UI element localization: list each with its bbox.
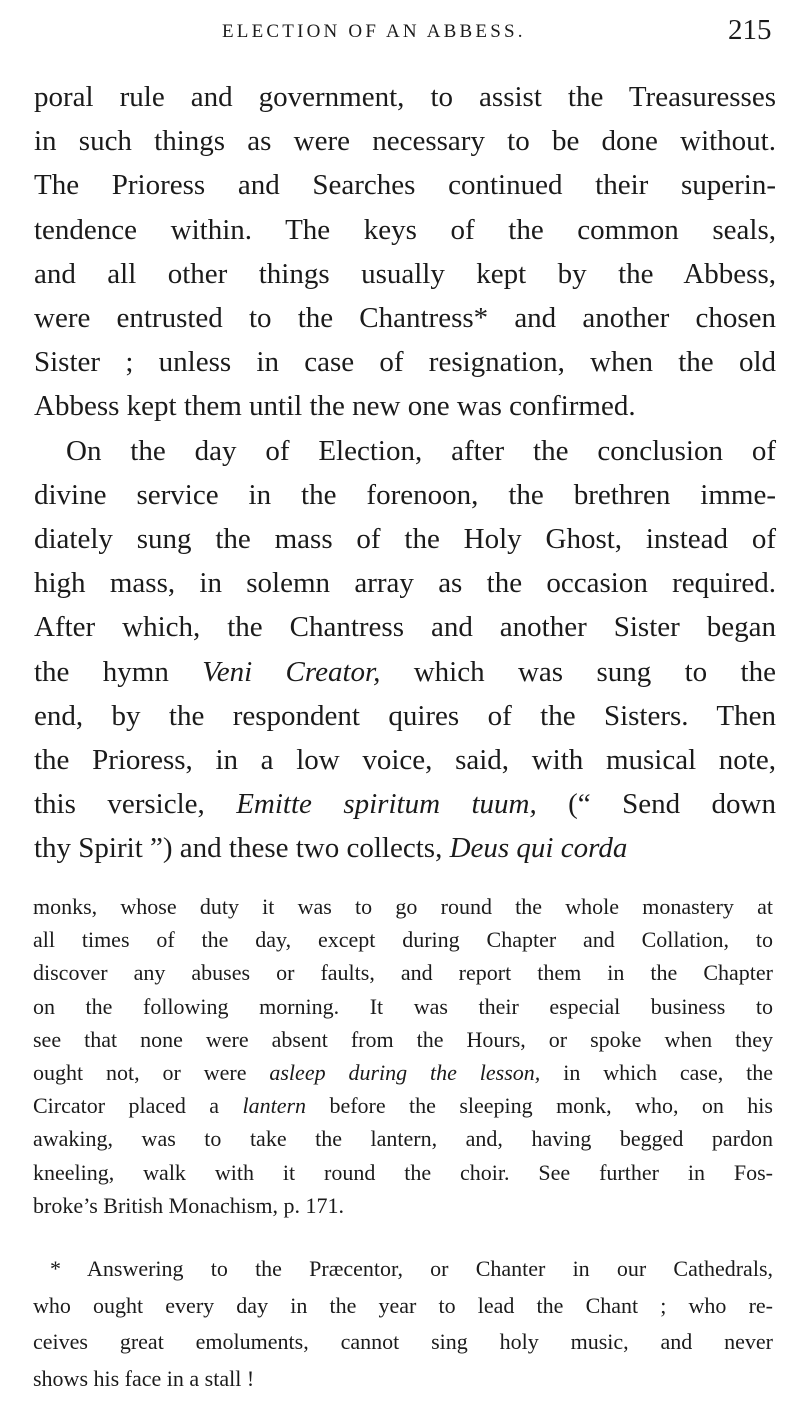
text-line xyxy=(66,433,776,469)
text-line xyxy=(34,256,776,292)
text-run: monks, whose duty it was to go round the whole monastery at xyxy=(33,894,773,919)
text-line xyxy=(34,212,776,248)
text-run: * Answering to the Præcentor, or Chanter in our Cathedrals, xyxy=(50,1256,773,1281)
text-run: Abbess kept them until the new one was confirmed. xyxy=(34,390,636,423)
text-run: the Prioress, in a low voice, said, with musical note, xyxy=(34,744,776,776)
text-run: end, by the respondent quires of the Sisters. Then xyxy=(34,699,776,732)
text-run: this versicle, xyxy=(34,788,237,821)
text-line xyxy=(34,609,776,645)
footnote-line xyxy=(33,1365,773,1393)
text-run: Circator placed a xyxy=(33,1093,243,1119)
text-line xyxy=(34,654,776,690)
footnote-line xyxy=(33,1026,773,1054)
text-run: divine service in the forenoon, the brethren imme- xyxy=(34,478,776,511)
text-run: see that none were absent from the Hours, or spoke when they xyxy=(33,1026,773,1052)
italic-text: lantern xyxy=(242,1093,307,1119)
text-run: who ought every day in the year to lead the Chant ; who re- xyxy=(33,1292,773,1318)
text-run: ceives great emoluments, cannot sing holy music, and never xyxy=(33,1329,773,1354)
text-line xyxy=(34,521,776,557)
italic-text: Deus qui corda xyxy=(449,832,628,865)
footnote-line xyxy=(50,1255,773,1283)
text-run: The Prioress and Searches continued their superin- xyxy=(34,169,776,202)
footnote-line xyxy=(33,1328,773,1356)
footnote-line xyxy=(33,1092,773,1120)
footnote-line xyxy=(33,893,773,921)
footnote-line xyxy=(33,1125,773,1153)
text-run: were entrusted to the Chantress* and another chosen xyxy=(34,302,776,334)
text-run: Sister ; unless in case of resignation, when the old xyxy=(34,346,776,379)
footnote-line xyxy=(33,959,773,987)
text-run: broke’s British Monachism, p. 171. xyxy=(33,1192,345,1218)
text-line xyxy=(34,830,776,866)
text-run: in such things as were necessary to be done without. xyxy=(34,125,776,158)
text-line xyxy=(34,388,776,424)
text-run: ought not, or were xyxy=(33,1060,270,1085)
text-line xyxy=(34,698,776,734)
page-number: 215 xyxy=(728,14,772,46)
text-run: in which case, the xyxy=(540,1060,773,1085)
text-run: poral rule and government, to assist the Treasuresses xyxy=(34,81,776,113)
text-run: After which, the Chantress and another Sister began xyxy=(34,611,776,644)
text-line xyxy=(34,742,776,778)
text-run: On the day of Election, after the conclusion of xyxy=(66,434,776,467)
text-run: which was sung to the xyxy=(380,655,776,688)
text-run: high mass, in solemn array as the occasion required. xyxy=(34,567,776,600)
italic-text: asleep during the lesson, xyxy=(269,1060,541,1085)
text-run: shows his face in a stall ! xyxy=(33,1365,255,1391)
text-run: discover any abuses or faults, and report them in the Chapter xyxy=(33,960,773,986)
text-run: all times of the day, except during Chapter and Collation, to xyxy=(33,927,773,953)
text-line xyxy=(34,123,776,159)
italic-text: Emitte spiritum tuum, xyxy=(236,788,537,821)
italic-text: Veni Creator, xyxy=(202,655,381,688)
text-run: thy Spirit ”) and these two collects, xyxy=(34,832,450,865)
text-line xyxy=(34,79,776,115)
footnote-line xyxy=(33,926,773,954)
footnote-line xyxy=(33,993,773,1021)
running-head xyxy=(0,12,800,52)
text-line xyxy=(34,167,776,203)
footnote-line xyxy=(33,1292,773,1320)
footnote-line xyxy=(33,1192,773,1220)
footnote-line xyxy=(33,1059,773,1087)
text-run: awaking, was to take the lantern, and, having begged pardon xyxy=(33,1126,773,1152)
text-line xyxy=(34,786,776,822)
text-line xyxy=(34,344,776,380)
text-line xyxy=(34,477,776,513)
text-run: diately sung the mass of the Holy Ghost, instead of xyxy=(34,523,776,555)
text-line xyxy=(34,565,776,601)
text-run: tendence within. The keys of the common seals, xyxy=(34,213,776,246)
running-title: ELECTION OF AN ABBESS. xyxy=(222,21,526,42)
text-run: and all other things usually kept by the Abbess, xyxy=(34,257,776,290)
text-run: (“ Send down xyxy=(536,788,776,821)
footnote-line xyxy=(33,1159,773,1187)
text-run: on the following morning. It was their especial business to xyxy=(33,993,773,1019)
text-line xyxy=(34,300,776,336)
text-run: the hymn xyxy=(34,655,203,688)
text-run: before the sleeping monk, who, on his xyxy=(306,1093,773,1119)
text-run: kneeling, walk with it round the choir. See further in Fos- xyxy=(33,1159,773,1185)
